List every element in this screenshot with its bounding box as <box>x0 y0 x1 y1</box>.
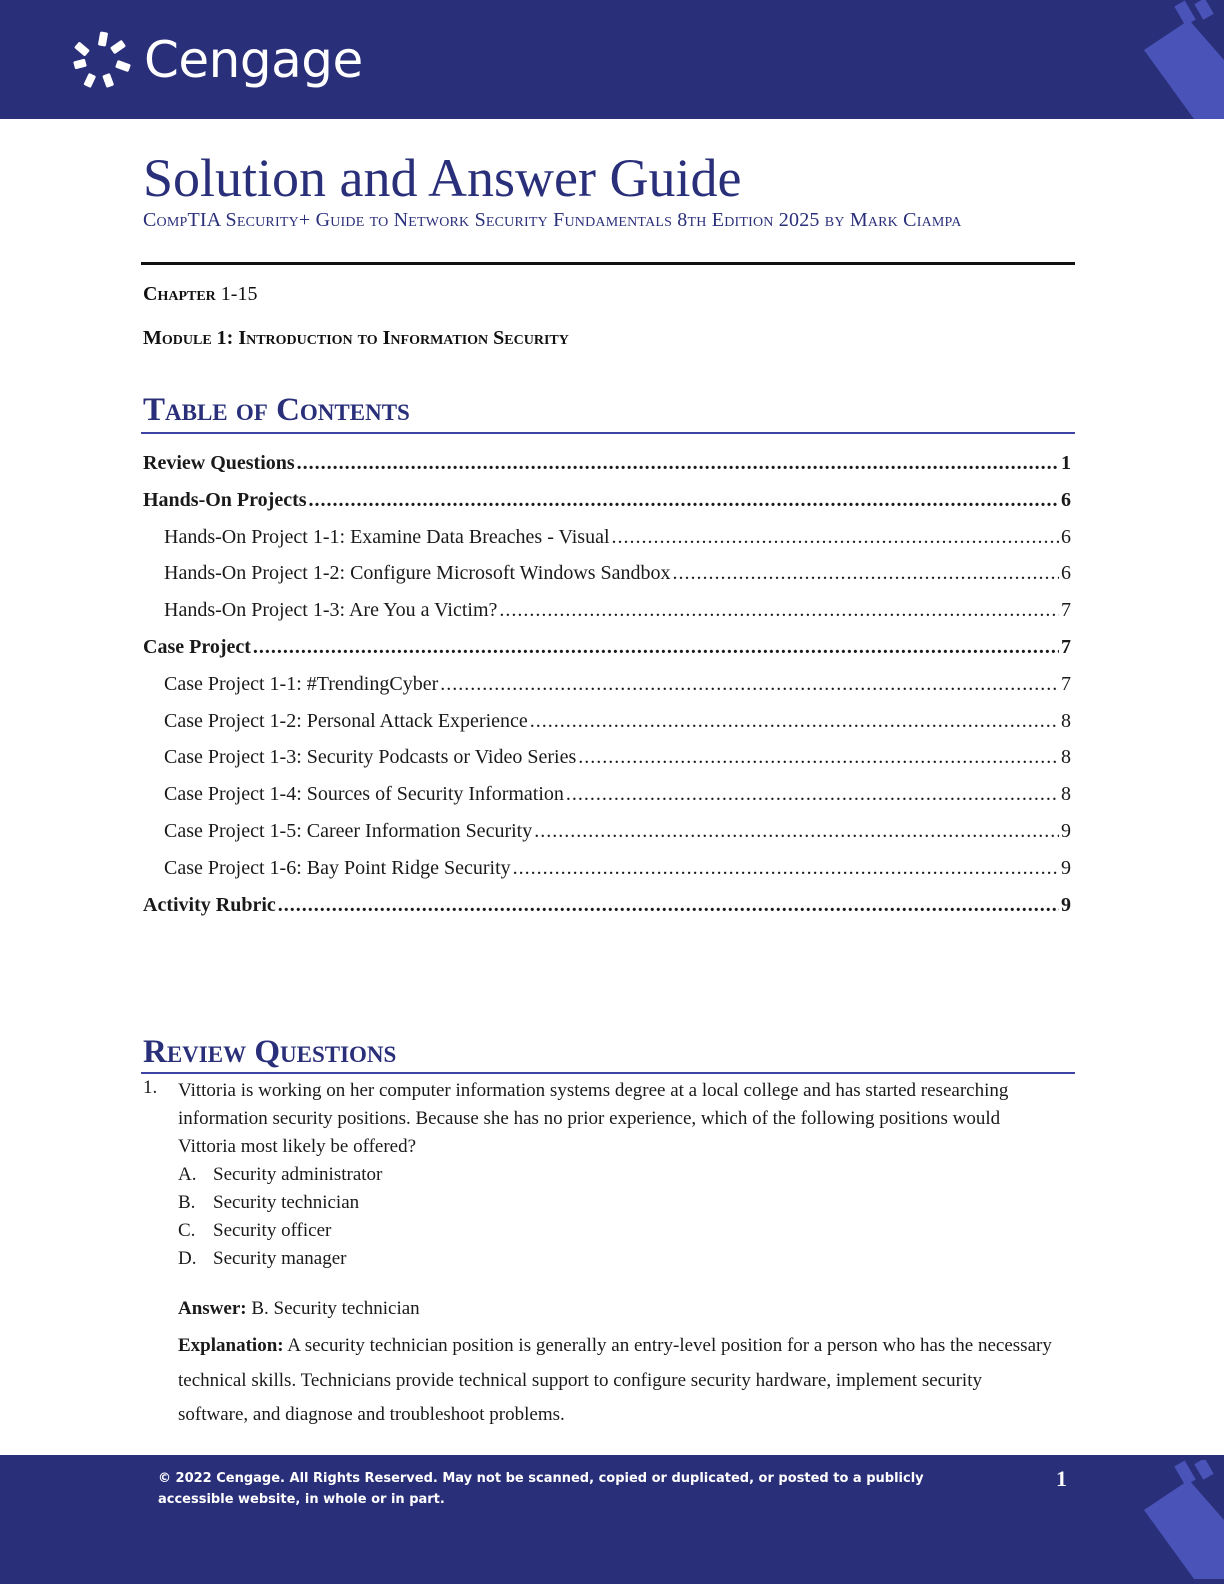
toc-entry-page: 6 <box>1061 562 1071 585</box>
toc-entry-page: 8 <box>1061 709 1071 732</box>
toc-entry-page: 7 <box>1061 672 1071 695</box>
title-divider <box>141 262 1075 265</box>
answer-label: Answer: <box>178 1298 247 1319</box>
toc-entry[interactable] <box>143 779 1071 816</box>
answer-line <box>178 1295 1053 1323</box>
toc-entry-label: Case Project 1-4: Sources of Security Information <box>164 783 564 806</box>
toc-entry-label: Case Project 1-3: Security Podcasts or Video Series <box>164 746 577 769</box>
corner-decoration-icon <box>1134 0 1224 119</box>
toc-leader-dots <box>513 853 1059 883</box>
toc-leader-dots <box>440 669 1059 699</box>
option-letter: D. <box>178 1248 197 1269</box>
toc-entry[interactable] <box>143 742 1071 779</box>
toc-entry-label: Activity Rubric <box>143 893 276 916</box>
module-title: Module 1: Introduction to Information Security <box>143 327 569 349</box>
toc-entry-label: Hands-On Project 1-1: Examine Data Breaches - Visual <box>164 525 610 548</box>
question-number: 1. <box>143 1077 158 1098</box>
toc-entry-label: Review Questions <box>143 452 295 474</box>
chapter-line <box>143 280 257 308</box>
explanation-text: A security technician position is generally an entry-level position for a person who has the necessary technical skills. Technicians provide technical support to configure security hardware, implement security software, and diagnose and troubleshoot problems. <box>178 1335 1052 1425</box>
toc-leader-dots <box>253 632 1059 662</box>
chapter-value: 1-15 <box>220 283 258 305</box>
toc-entry-label: Case Project 1-1: #TrendingCyber <box>164 672 439 695</box>
answer-option <box>178 1189 1053 1217</box>
toc-entry-label: Hands-On Project 1-3: Are You a Victim? <box>164 599 498 622</box>
explanation <box>178 1329 1053 1433</box>
answer-option <box>178 1245 1053 1273</box>
toc-leader-dots <box>309 485 1059 515</box>
table-of-contents <box>143 448 1071 926</box>
answer-text: B. Security technician <box>251 1298 420 1319</box>
toc-entry[interactable] <box>143 448 1071 485</box>
cengage-logo <box>72 30 363 90</box>
toc-entry[interactable] <box>143 485 1071 522</box>
answer-options <box>178 1161 1053 1273</box>
answer-option <box>178 1217 1053 1245</box>
toc-entry-page: 8 <box>1061 746 1071 769</box>
cengage-logo-mark-icon <box>72 30 134 90</box>
toc-heading: Table of Contents <box>143 392 410 428</box>
toc-leader-dots <box>278 890 1059 920</box>
answer-option <box>178 1161 1053 1189</box>
explanation-label: Explanation: <box>178 1335 284 1356</box>
option-text: Security administrator <box>213 1164 383 1185</box>
option-letter: C. <box>178 1220 196 1241</box>
toc-entry[interactable] <box>143 816 1071 853</box>
toc-entry-page: 8 <box>1061 783 1071 806</box>
toc-entry[interactable] <box>143 632 1071 669</box>
toc-entry[interactable] <box>143 669 1071 706</box>
toc-entry-page: 6 <box>1061 488 1071 511</box>
page-number: 1 <box>1056 1466 1067 1491</box>
option-letter: B. <box>178 1192 196 1213</box>
option-text: Security officer <box>213 1220 332 1241</box>
toc-leader-dots <box>297 448 1059 478</box>
copyright-notice: © 2022 Cengage. All Rights Reserved. May not be scanned, copied or duplicated, or posted to a publicly accessible website, in whole or in part. <box>158 1471 924 1507</box>
toc-entry-label: Case Project 1-2: Personal Attack Experience <box>164 709 528 732</box>
toc-entry-page: 7 <box>1061 635 1071 658</box>
document-title: Solution and Answer Guide <box>143 148 742 208</box>
toc-entry-page: 9 <box>1061 856 1071 879</box>
toc-entry-page: 9 <box>1061 819 1071 842</box>
brand-name: Cengage <box>144 31 363 89</box>
toc-leader-dots <box>530 706 1059 736</box>
toc-entry[interactable] <box>143 522 1071 559</box>
toc-leader-dots <box>612 522 1059 552</box>
toc-entry-label: Hands-On Project 1-2: Configure Microsoft Windows Sandbox <box>164 562 671 585</box>
toc-leader-dots <box>673 558 1059 588</box>
toc-entry-page: 9 <box>1061 893 1071 916</box>
toc-entry-label: Hands-On Projects <box>143 488 307 511</box>
chapter-label: Chapter <box>143 283 216 305</box>
footer-corner-decoration-icon <box>1134 1460 1224 1579</box>
document-subtitle: CompTIA Security+ Guide to Network Security Fundamentals 8th Edition 2025 by Mark Ciampa <box>143 209 962 231</box>
review-question-1 <box>143 1075 1053 1433</box>
toc-entry-label: Case Project 1-5: Career Information Security <box>164 819 533 842</box>
toc-entry[interactable] <box>143 853 1071 890</box>
toc-entry[interactable] <box>143 595 1071 632</box>
toc-leader-dots <box>566 779 1059 809</box>
toc-entry[interactable] <box>143 890 1071 927</box>
toc-entry[interactable] <box>143 558 1071 595</box>
toc-entry[interactable] <box>143 706 1071 743</box>
header-band <box>0 0 1224 119</box>
toc-leader-dots <box>499 595 1059 625</box>
toc-entry-label: Case Project <box>143 635 251 658</box>
toc-divider <box>141 432 1075 434</box>
toc-entry-page: 7 <box>1061 599 1071 622</box>
review-heading: Review Questions <box>143 1034 397 1070</box>
option-text: Security manager <box>213 1248 347 1269</box>
toc-entry-label: Case Project 1-6: Bay Point Ridge Security <box>164 856 511 879</box>
option-letter: A. <box>178 1164 197 1185</box>
question-text: Vittoria is working on her computer information systems degree at a local college and has started researching information security positions. Because she has no prior experience, which of the following positions would Vittoria most likely be offered? <box>178 1080 1009 1157</box>
option-text: Security technician <box>213 1192 360 1213</box>
toc-leader-dots <box>534 816 1059 846</box>
toc-leader-dots <box>578 742 1059 772</box>
toc-entry-page: 6 <box>1061 525 1071 548</box>
review-divider <box>141 1072 1075 1074</box>
toc-entry-page: 1 <box>1061 452 1071 474</box>
